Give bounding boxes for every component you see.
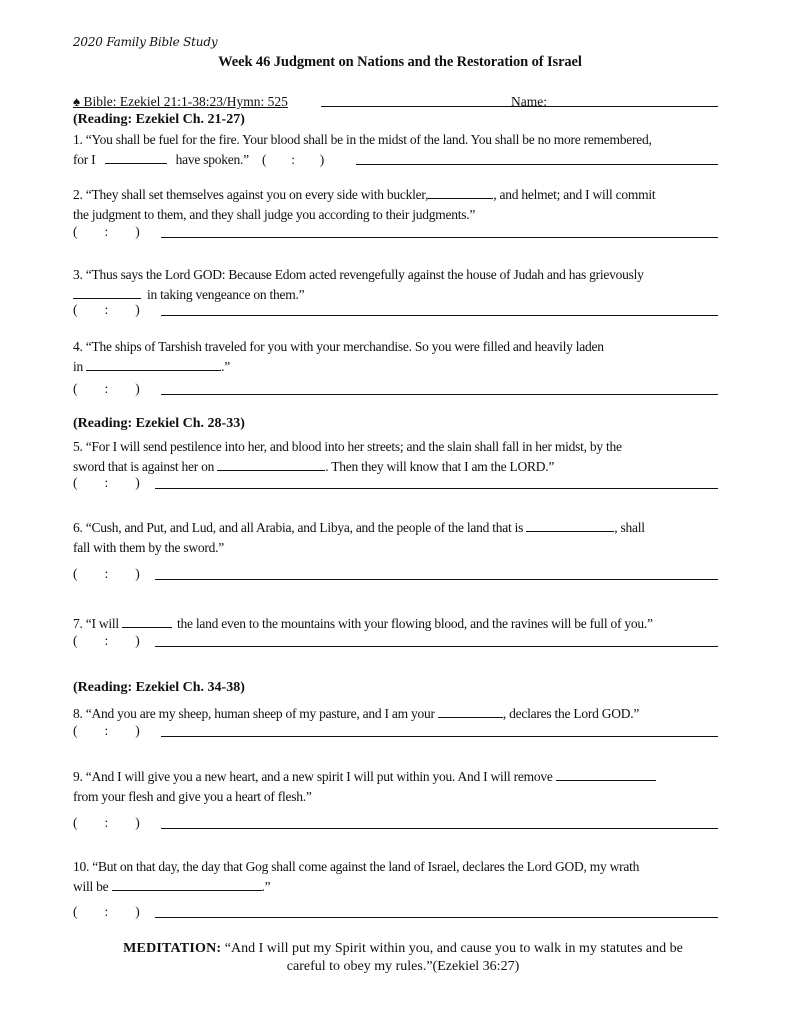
question-10 [73,857,721,896]
name-field[interactable] [556,106,718,107]
question-number: 2. [73,187,83,202]
question-text: “Cush, and Put, and Lud, and all Arabia, and Libya, and the people of the land that is [85,520,524,535]
question-text: “But on that day, the day that Gog shall come against the land of Israel, declares the Lord GOD, my wrath [92,859,640,874]
question-8 [73,704,721,724]
answer-blank[interactable] [86,358,221,371]
meditation-label: MEDITATION: [123,941,222,956]
verse-reference: ( : ) [261,151,324,167]
question-number: 10. [73,859,90,874]
answer-blank[interactable] [526,519,614,532]
answer-blank[interactable] [112,878,262,891]
reference-row [73,815,718,834]
meditation-block [88,940,718,976]
verse-reference: ( : ) [73,723,140,738]
question-text: from your flesh and give you a heart of flesh.” [73,788,312,804]
bible-reference: ♠ Bible: Ezekiel 21:1-38:23/Hymn: 525 [73,94,288,109]
question-number: 3. [73,267,83,282]
question-text: sword that is against her on [73,458,215,474]
section-heading: (Reading: Ezekiel Ch. 34-38) [73,680,245,695]
question-number: 1. [73,132,83,147]
question-text: , and helmet; and I will commit [493,187,656,202]
week-title: Week 46 Judgment on Nations and the Restoration of Israel [218,54,582,70]
answer-blank[interactable] [73,286,141,299]
reference-row [73,633,718,652]
name-label: Name: [511,94,547,109]
verse-reference: ( : ) [73,224,140,239]
meditation-text: “And I will put my Spirit within you, and cause you to walk in my statutes and be [224,941,683,956]
question-text: , declares the Lord GOD.” [502,706,640,721]
bible-reading-line [73,94,718,112]
reference-row [73,566,718,585]
answer-line[interactable] [155,488,718,489]
question-text: .” [221,358,231,374]
reference-row [73,381,718,400]
answer-line[interactable] [161,237,718,238]
answer-blank[interactable] [217,458,325,471]
verse-reference: ( : ) [73,566,140,581]
question-text: “And I will give you a new heart, and a new spirit I will put within you. And I will remove [85,769,553,784]
answer-line[interactable] [161,828,718,829]
question-text: . Then they will know that I am the LORD.” [325,458,555,474]
answer-line[interactable] [155,646,718,647]
question-text: the judgment to them, and they shall judge you according to their judgments.” [73,206,476,222]
question-1 [73,130,721,170]
question-text: the land even to the mountains with your flowing blood, and the ravines will be full of you.” [177,616,653,631]
question-2 [73,185,721,224]
reference-row [73,723,718,742]
question-text: “You shall be fuel for the fire. Your blood shall be in the midst of the land. You shall be no more remembered, [85,132,652,147]
question-5 [73,437,721,476]
question-number: 7. [73,616,83,631]
answer-blank[interactable] [556,768,656,781]
question-text: in taking vengeance on them.” [147,286,305,302]
section-heading: (Reading: Ezekiel Ch. 28-33) [73,416,245,431]
answer-line[interactable] [161,736,718,737]
reference-row [73,302,718,321]
answer-blank[interactable] [428,186,493,199]
verse-reference: ( : ) [73,904,140,919]
question-text: “For I will send pestilence into her, and blood into her streets; and the slain shall fall in her midst, by the [85,439,622,454]
question-text: in [73,358,84,374]
answer-line[interactable] [161,394,718,395]
verse-reference: ( : ) [73,815,140,830]
question-text: have spoken.” [175,151,249,167]
question-text: , shall [614,520,645,535]
question-number: 4. [73,339,83,354]
answer-line[interactable] [155,917,718,918]
question-number: 5. [73,439,83,454]
question-text: “They shall set themselves against you on every side with buckler, [85,187,429,202]
answer-line[interactable] [356,164,718,165]
question-number: 8. [73,706,83,721]
question-text: “And you are my sheep, human sheep of my pasture, and I am your [85,706,435,721]
question-number: 9. [73,769,83,784]
study-title: 2020 Family Bible Study [73,35,218,49]
question-text: for I [73,151,96,167]
answer-line[interactable] [155,579,718,580]
question-9 [73,767,721,806]
reference-row [73,904,718,923]
question-text: .” [261,878,271,894]
question-3 [73,265,721,304]
answer-blank[interactable] [105,151,167,164]
question-7 [73,614,721,634]
question-text: fall with them by the sword.” [73,539,224,555]
reference-row [73,475,718,494]
question-4 [73,337,721,376]
reference-row [73,224,718,243]
answer-line[interactable] [161,315,718,316]
answer-blank[interactable] [122,615,172,628]
section-heading: (Reading: Ezekiel Ch. 21-27) [73,112,245,127]
question-6 [73,518,721,557]
question-text: “The ships of Tarshish traveled for you with your merchandise. So you were filled and heavily laden [85,339,604,354]
question-number: 6. [73,520,83,535]
answer-blank[interactable] [438,705,503,718]
verse-reference: ( : ) [73,381,140,396]
verse-reference: ( : ) [73,475,140,490]
question-text: “Thus says the Lord GOD: Because Edom acted revengefully against the house of Judah and has grievously [85,267,644,282]
meditation-text: careful to obey my rules.”(Ezekiel 36:27) [286,959,520,974]
question-text: will be [73,878,109,894]
question-text: “I will [85,616,119,631]
verse-reference: ( : ) [73,633,140,648]
verse-reference: ( : ) [73,302,140,317]
